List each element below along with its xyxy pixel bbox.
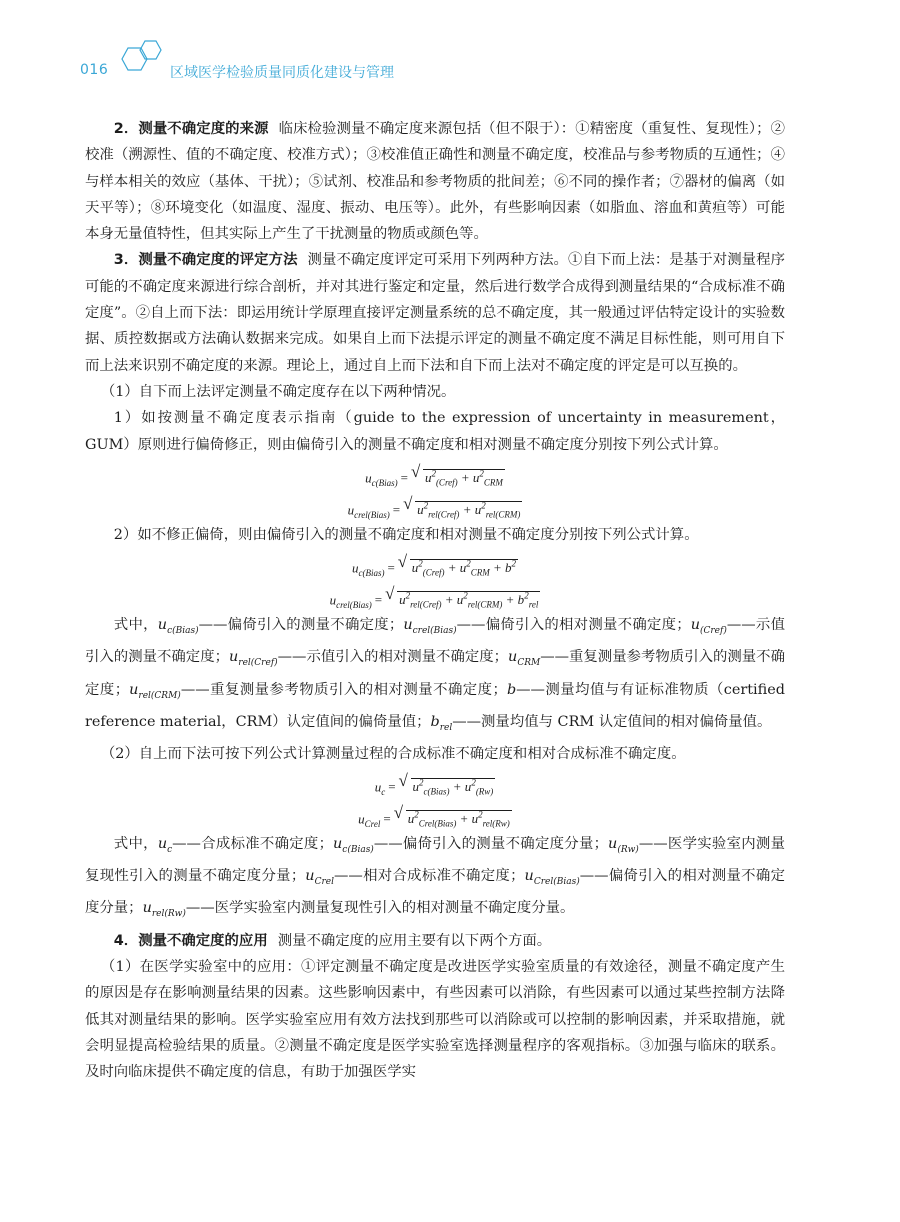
section-4-paragraph [85,928,785,954]
section-3-paragraph [85,247,785,378]
formula-ucrel-bias-uncorrected: $u_{crel(Bias)}$ =√ $u^2_{rel(Cref)} + u^2_{rel(CRM)} + b^2_{rel}$ [85,580,785,612]
item-1-1-paragraph: 1）如按测量不确定度表示指南（guide to the expression of uncertainty in measurement，GUM）原则进行偏倚修正，则由偏倚引入的测量不确定度和相对测量不确定度分别按下列公式计算。 [85,410,785,453]
section-4-item-1-paragraph: （1）在医学实验室中的应用：①评定测量不确定度是改进医学实验室质量的有效途径，测量不确定度产生的原因是存在影响测量结果的因素。这些影响因素中，有些因素可以消除，有些因素可以通过某些控制方法降低其对测量结果的影响。医学实验室应用有效方法找到那些可以消除或可以控制的影响因素，并采取措施，就会明显提高检验结果的质量。②测量不确定度是医学实验室选择测量程序的客观指标。③加强与临床的联系。及时向临床提供不确定度的信息，有助于加强医学实 [85,958,785,1081]
section-2-paragraph [85,116,785,247]
formula-uc-bias-uncorrected: $u_{c(Bias)}$ =√ $u^2_{(Cref)} + u^2_{CRM} + b^2$ [85,548,785,580]
section-4-heading: 4．测量不确定度的应用 [113,932,268,949]
section-4-text: 测量不确定度的应用主要有以下两个方面。 [277,932,552,949]
legend-1-paragraph: 式中，$u_{c(Bias)}——$偏倚引入的测量不确定度；$u_{crel(Bias)}——$偏倚引入的相对测量不确定度；$u_{(Cref)}——$示值引入的测量不确定度；$u_{rel(Cref)}——$示值引入的相对测量不确定度；$u_{CRM}——$重复测量参考物质引入的测量不确定度；$u_{rel(CRM)}——$重复测量参考物质引入的相对测量不确定度；b——测量均值与有证标准物质（certified reference material，CRM）认定值间的偏倚量值；$b_{rel}——$测量均值与 CRM 认定值间的相对偏倚量值。 [85,617,785,733]
page-body [85,116,785,1085]
formula-uc-bias-corrected: $u_{c(Bias)}$ =√ $u^2_{(Cref)} + u^2_{CRM}$ [85,458,785,490]
item-1-2-paragraph: 2）如不修正偏倚，则由偏倚引入的测量不确定度和相对测量不确定度分别按下列公式计算。 [113,526,699,543]
formula-ucrel-combined: $u_{Crel}$ =√ $u^2_{Crel(Bias)} + u^2_{rel(Rw)}$ [85,799,785,831]
formula-uc-combined: $u_c$ =√ $u^2_{c(Bias)} + u^2_{(Rw)}$ [85,767,785,799]
hexagon-logo-icon [114,40,174,78]
page-number: 016 [80,62,109,78]
page-header [70,44,870,84]
legend-2-paragraph: 式中，$u_c——$合成标准不确定度；$u_{c(Bias)}——$偏倚引入的测量不确定度分量；$u_{(Rw)}——$医学实验室内测量复现性引入的测量不确定度分量；$u_{Crel}——$相对合成标准不确定度；$u_{Crel(Bias)}——$偏倚引入的相对测量不确定度分量；$u_{rel(Rw)}——$医学实验室内测量复现性引入的相对测量不确定度分量。 [85,836,785,920]
section-3-heading: 3．测量不确定度的评定方法 [113,252,298,269]
item-1-paragraph: （1）自下而上法评定测量不确定度存在以下两种情况。 [100,383,456,400]
section-2-heading: 2．测量不确定度的来源 [113,121,269,137]
item-2-paragraph: （2）自上而下法可按下列公式计算测量过程的合成标准不确定度和相对合成标准不确定度。 [100,745,686,762]
section-2-text: 临床检验测量不确定度来源包括（但不限于）：①精密度（重复性、复现性）；②校准（溯源性、值的不确定度、校准方式）；③校准值正确性和测量不确定度，校准品与参考物质的互通性；④与样本相关的效应（基体、干扰）；⑤试剂、校准品和参考物质的批间差；⑥不同的操作者；⑦器材的偏离（如天平等）；⑧环境变化（如温度、湿度、振动、电压等）。此外，有些影响因素（如脂血、溶血和黄疸等）可能本身无量值特性，但其实际上产生了干扰测量的物质或颜色等。 [85,121,786,243]
formula-ucrel-bias-corrected: $u_{crel(Bias)}$ =√ $u^2_{rel(Cref)} + u^2_{rel(CRM)}$ [85,490,785,522]
section-3-text: 测量不确定度评定可采用下列两种方法。①自下而上法：是基于对测量程序可能的不确定度来源进行综合剖析，并对其进行鉴定和定量，然后进行数学合成得到测量结果的“合成标准不确定度”。②自上而下法：即运用统计学原理直接评定测量系统的总不确定度，其一般通过评估特定设计的实验数据、质控数据或方法确认数据来完成。如果自上而下法提示评定的测量不确定度不满足目标性能，则可用自下而上法来识别不确定度的来源。理论上，通过自上而下法和自下而上法对不确定度的评定是可以互换的。 [85,252,785,374]
book-title: 区域医学检验质量同质化建设与管理 [170,65,394,81]
